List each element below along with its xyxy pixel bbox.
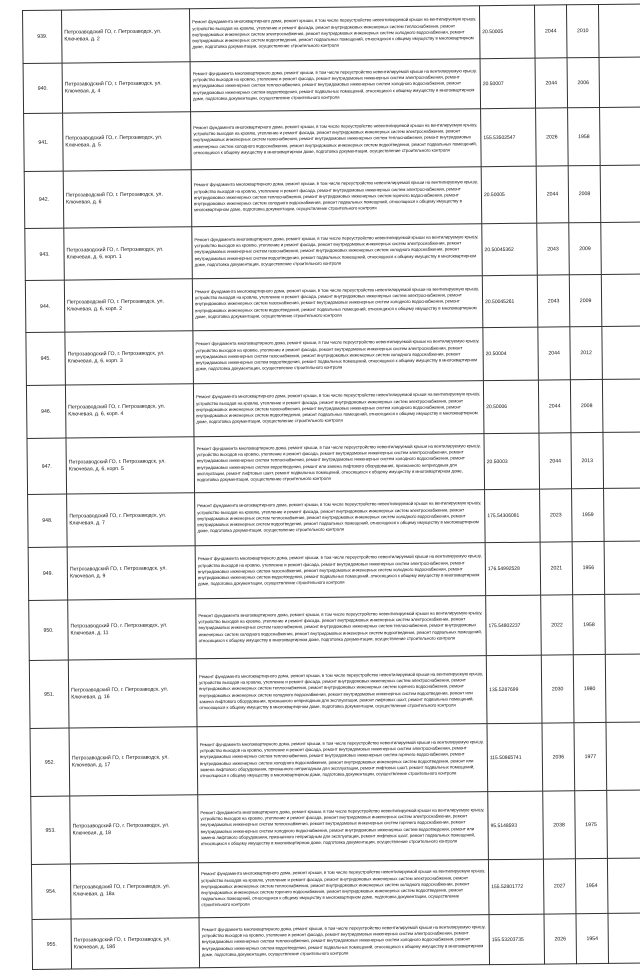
row-number: 943. <box>25 228 65 280</box>
planned-year-cell: 2022 <box>541 595 574 655</box>
planned-year-cell: 2027 <box>543 859 576 914</box>
address-cell: Петрозаводский ГО, г. Петрозаводск, ул. Ключевая, д. 6 <box>63 170 192 228</box>
build-year-cell: 2008 <box>570 379 603 432</box>
table-row <box>32 913 640 970</box>
planned-year-cell: 2044 <box>535 58 568 108</box>
build-year-cell: 1958 <box>568 107 601 165</box>
cost-cell: 115.50865741 <box>487 723 543 792</box>
row-number: 954. <box>31 864 71 919</box>
works-cell: Ремонт фундамента многоквартирного дома, ремонт крыши, в том числе переустройство невентилируемой крыши на вентилируемую крышу, устройство выходов на кровлю, утепление и ремонт фасада, ремонт внутридомовых инженерных систем электроснабжения, ремонт внутридомовых инженерных систем теплоснабжения, ремонт внутридомовых инженерных систем горячего водоснабжения, ремонт внутридомовых инженерных систем холодного водоснабжения, ремонт внутридомовых инженерных систем водоотведения, ремонт или замена лифтового оборудования, признанного непригодным для эксплуатации, ремонт лифтовых шахт, ремонт подвальных помещений, относящихся к общему имуществу в многоквартирном доме, подготовка документации, осуществление строительного контроля <box>198 792 489 863</box>
planned-year-cell: 2036 <box>542 723 575 791</box>
empty-cell <box>602 326 640 380</box>
empty-cell <box>601 222 640 275</box>
table-row <box>24 165 640 229</box>
planned-year-cell: 2044 <box>539 433 572 489</box>
address-cell: Петрозаводский ГО, г. Петрозаводск, ул. Ключевая, д. 2 <box>62 9 191 63</box>
cost-cell: 20.50005 <box>479 5 535 59</box>
cost-cell: 20.50004 <box>483 327 539 381</box>
works-cell: Ремонт фундамента многоквартирного дома, ремонт крыши, в том числе переустройство невентилируемой крыши на вентилируемую крышу, устройство выходов на кровлю, утепление и ремонт фасада, ремонт внутридомовых инженерных систем электроснабжения, ремонт внутридомовых инженерных систем теплоснабжения, ремонт внутридомовых инженерных систем холодного водоснабжения, ремонт внутридомовых инженерных систем водоотведения, ремонт подвальных помещений, относящихся к общему имуществу в многоквартирном доме, подготовка документации, осуществление строительного контроля <box>195 490 486 546</box>
empty-cell <box>606 722 640 791</box>
planned-year-cell: 2023 <box>540 489 573 542</box>
works-cell: Ремонт фундамента многоквартирного дома, ремонт крыши, в том числе переустройство невентилируемой крыши на вентилируемую крышу, устройство выходов на кровлю, утепление и ремонт фасада, ремонт внутридомовых инженерных систем электроснабжения, ремонт внутридомовых инженерных систем газоснабжения, ремонт внутридомовых инженерных систем холодного водоснабжения, ремонт внутридомовых инженерных систем водоотведения, ремонт подвальных помещений, относящихся к общему имуществу в многоквартирном доме, подготовка документации, осуществление строительного контроля <box>192 224 483 279</box>
row-number: 940. <box>23 63 63 113</box>
table-row <box>30 722 640 797</box>
cost-cell: 95.5148593 <box>488 791 544 860</box>
build-year-cell: 1959 <box>572 488 605 541</box>
planned-year-cell: 2026 <box>544 914 577 964</box>
cost-cell: 135.5287699 <box>486 655 542 724</box>
build-year-cell: 1954 <box>576 913 609 963</box>
build-year-cell: 2006 <box>567 57 600 107</box>
planned-year-cell: 2044 <box>534 5 567 58</box>
table-row <box>31 790 640 865</box>
address-cell: Петрозаводский ГО, г. Петрозаводск, ул. Ключевая, д. 18 <box>70 795 199 864</box>
cost-cell: 20.50007 <box>480 58 536 109</box>
works-cell: Ремонт фундамента многоквартирного дома, ремонт крыши, в том числе переустройство невентилируемой крыши на вентилируемую крышу, устройство выходов на кровлю, утепление и ремонт фасада, ремонт внутридомовых инженерных систем электроснабжения, ремонт внутридомовых инженерных систем теплоснабжения, ремонт внутридомовых инженерных систем холодного водоснабжения, ремонт внутридомовых инженерных систем водоотведения, ремонт подвальных помещений, относящихся к общему имуществу в многоквартирном доме, подготовка документации, осуществление строительного контроля <box>199 915 490 968</box>
cost-cell: 20.50003 <box>484 433 540 490</box>
works-cell: Ремонт фундамента многоквартирного дома, ремонт крыши, в том числе переустройство невентилируемой крыши на вентилируемую крышу, устройство выходов на кровлю, утепление и ремонт фасада, ремонт внутридомовых инженерных систем электроснабжения, ремонт внутридомовых инженерных систем теплоснабжения, ремонт внутридомовых инженерных систем горячего водоснабжения, ремонт внутридомовых инженерных систем холодного водоснабжения, ремонт внутридомовых инженерных систем водоотведения, ремонт или замена лифтового оборудования, признанного непригодным для эксплуатации, ремонт лифтовых шахт, ремонт подвальных помещений, относящихся к общему имуществу в многоквартирном доме, подготовка документации, осуществление строительного контроля <box>197 724 488 795</box>
table-row <box>28 541 640 601</box>
works-cell: Ремонт фундамента многоквартирного дома, ремонт крыши, в том числе переустройство невентилируемой крыши на вентилируемую крышу, устройство выходов на кровлю, утепление и ремонт фасада, ремонт внутридомовых инженерных систем электроснабжения, ремонт внутридомовых инженерных систем газоснабжения, ремонт внутридомовых инженерных систем холодного водоснабжения, ремонт внутридомовых инженерных систем водоотведения, ремонт подвальных помещений, относящихся к общему имуществу в многоквартирном доме, подготовка документации, осуществление строительного контроля <box>192 276 483 331</box>
cost-cell: 176.54992528 <box>485 542 541 596</box>
empty-cell <box>598 4 640 58</box>
works-cell: Ремонт фундамента многоквартирного дома, ремонт крыши, в том числе переустройство невентилируемой крыши на вентилируемую крышу, устройство выходов на кровлю, утепление и ремонт фасада, ремонт внутридомовых инженерных систем электроснабжения, ремонт внутридомовых инженерных систем теплоснабжения, ремонт внутридомовых инженерных систем холодного водоснабжения, ремонт внутридомовых инженерных систем водоотведения, ремонт подвальных помещений, относящихся к общему имуществу в многоквартирном доме, подготовка документации, осуществление строительного контроля <box>190 59 481 112</box>
row-number: 944. <box>25 280 65 332</box>
planned-year-cell: 2021 <box>540 542 573 595</box>
row-number: 949. <box>28 547 68 600</box>
planned-year-cell: 2026 <box>536 108 569 166</box>
planned-year-cell: 2038 <box>543 791 576 859</box>
row-number: 951. <box>29 660 69 728</box>
address-cell: Петрозаводский ГО, г. Петрозаводск, ул. Ключевая, д. 9 <box>67 546 196 600</box>
cost-cell: 175.54802237 <box>486 595 542 656</box>
address-cell: Петрозаводский ГО, г. Петрозаводск, ул. Ключевая, д. 4 <box>62 62 191 113</box>
address-cell: Петрозаводский ГО, г. Петрозаводск, ул. Ключевая, д. 17 <box>69 727 198 796</box>
build-year-cell: 2008 <box>568 165 601 222</box>
address-cell: Петрозаводский ГО, г. Петрозаводск, ул. Ключевая, д. 11 <box>68 599 197 660</box>
empty-cell <box>604 541 640 595</box>
address-cell: Петрозаводский ГО, г. Петрозаводск, ул. Ключевая, д. 5 <box>63 112 192 171</box>
empty-cell <box>607 790 640 859</box>
works-cell: Ремонт фундамента многоквартирного дома, ремонт крыши, в том числе переустройство невентилируемой крыши на вентилируемую крышу, устройство выходов на кровлю, утепление и ремонт фасада, ремонт внутридомовых инженерных систем электроснабжения, ремонт внутридомовых инженерных систем теплоснабжения, ремонт внутридомовых инженерных систем горячего водоснабжения, ремонт внутридомовых инженерных систем холодного водоснабжения, ремонт подвальных помещений, относящихся к общему имуществу в многоквартирном доме, подготовка документации, осуществление строительного контроля <box>191 167 482 227</box>
build-year-cell: 2012 <box>570 326 603 379</box>
works-cell: Ремонт фундамента многоквартирного дома, ремонт крыши, в том числе переустройство невентилируемой крыши на вентилируемую крышу, устройство выходов на кровлю, утепление и ремонт фасада, ремонт внутридомовых инженерных систем электроснабжения, ремонт внутридомовых инженерных систем газоснабжения, ремонт внутридомовых инженерных систем теплоснабжения, ремонт внутридомовых инженерных систем холодного водоснабжения, ремонт внутридомовых инженерных систем водоотведения, ремонт подвальных помещений, относящихся к общему имуществу в многоквартирном доме, подготовка документации, осуществление строительного контроля <box>196 596 487 659</box>
address-cell: Петрозаводский ГО, г. Петрозаводск, ул. Ключевая, д. 6, корп. 5 <box>66 437 195 494</box>
address-cell: Петрозаводский ГО, г. Петрозаводск, ул. Ключевая, д. 6, корп. 1 <box>64 227 193 280</box>
empty-cell <box>599 57 640 108</box>
address-cell: Петрозаводский ГО, г. Петрозаводск, ул. Ключевая, д. 6, корп. 4 <box>65 384 194 438</box>
build-year-cell: 1958 <box>573 594 606 654</box>
address-cell: Петрозаводский ГО, г. Петрозаводск, ул. Ключевая, д. 16 <box>68 659 197 728</box>
build-year-cell: 2010 <box>566 4 599 57</box>
build-year-cell: 2013 <box>571 432 604 488</box>
works-cell: Ремонт фундамента многоквартирного дома, ремонт крыши, в том числе переустройство невентилируемой крыши на вентилируемую крышу, устройство выходов на кровлю, утепление и ремонт фасада, ремонт внутридомовых инженерных систем электроснабжения, ремонт внутридомовых инженерных систем газоснабжения, ремонт внутридомовых инженерных систем холодного водоснабжения, ремонт внутридомовых инженерных систем водоотведения, ремонт подвальных помещений, относящихся к общему имуществу в многоквартирном доме, подготовка документации, осуществление строительного контроля <box>195 543 486 599</box>
planned-year-cell: 2044 <box>538 380 571 433</box>
works-cell: Ремонт фундамента многоквартирного дома, ремонт крыши, в том числе переустройство невентилируемой крыши на вентилируемую крышу, устройство выходов на кровлю, утепление и ремонт фасада, ремонт внутридомовых инженерных систем электроснабжения, ремонт внутридомовых инженерных систем газоснабжения, ремонт внутридомовых инженерных систем холодного водоснабжения, ремонт внутридомовых инженерных систем водоотведения, ремонт подвальных помещений, относящихся к общему имуществу в многоквартирном доме, подготовка документации, осуществление строительного контроля <box>193 328 484 384</box>
build-year-cell: 1954 <box>575 858 608 913</box>
row-number: 953. <box>31 796 71 864</box>
empty-cell <box>608 913 640 964</box>
table-row <box>25 274 640 333</box>
planned-year-cell: 2044 <box>536 166 569 223</box>
table-row <box>31 858 640 920</box>
table-body <box>23 4 640 970</box>
works-cell: Ремонт фундамента многоквартирного дома, ремонт крыши, в том числе переустройство невентилируемой крыши на вентилируемую крышу, устройство выходов на кровлю, утепление и ремонт фасада, ремонт внутридомовых инженерных систем электроснабжения, ремонт внутридомовых инженерных систем газоснабжения, ремонт внутридомовых инженерных систем теплоснабжения, ремонт внутридомовых инженерных систем холодного водоснабжения, ремонт внутридомовых инженерных систем водоотведения, ремонт подвальных помещений, относящихся к общему имуществу в многоквартирном доме, подготовка документации, осуществление строительного контроля <box>191 109 482 170</box>
empty-cell <box>604 488 640 542</box>
planned-year-cell: 2043 <box>537 275 570 327</box>
row-number: 952. <box>30 728 70 796</box>
row-number: 946. <box>26 385 66 438</box>
address-cell: Петрозаводский ГО, г. Петрозаводск, ул. Ключевая, д. 18а <box>70 863 199 919</box>
address-cell: Петрозаводский ГО, г. Петрозаводск, ул. Ключевая, д. 18б <box>71 918 200 969</box>
works-cell: Ремонт фундамента многоквартирного дома, ремонт крыши, в том числе переустройство невентилируемой крыши на вентилируемую крышу, устройство выходов на кровлю, утепление и ремонт фасада, ремонт внутридомовых инженерных систем электроснабжения, ремонт внутридомовых инженерных систем газоснабжения, ремонт внутридомовых инженерных систем холодного водоснабжения, ремонт внутридомовых инженерных систем водоотведения, ремонт подвальных помещений, относящихся к общему имуществу в многоквартирном доме, подготовка документации, осуществление строительного контроля <box>193 381 484 437</box>
table-row <box>23 4 640 64</box>
address-cell: Петрозаводский ГО, г. Петрозаводск, ул. Ключевая, д. 6, корп. 3 <box>65 331 194 385</box>
row-number: 950. <box>29 600 69 660</box>
table-row <box>24 107 640 172</box>
cost-cell: 20.50006 <box>483 380 539 434</box>
works-cell: Ремонт фундамента многоквартирного дома, ремонт крыши, в том числе переустройство невентилируемой крыши на вентилируемую крышу, устройство выходов на кровлю, утепление и ремонт фасада, ремонт внутридомовых инженерных систем электроснабжения, ремонт внутридомовых инженерных систем теплоснабжения, ремонт внутридомовых инженерных систем горячего водоснабжения, ремонт внутридомовых инженерных систем холодного водоснабжения, ремонт внутридомовых инженерных систем водоотведения, ремонт или замена лифтового оборудования, признанного непригодным для эксплуатации, ремонт лифтовых шахт, ремонт подвальных помещений, относящихся к общему имуществу в многоквартирном доме, подготовка документации, осуществление строительного контроля <box>196 656 487 727</box>
empty-cell <box>602 379 640 433</box>
document-sheet <box>22 4 631 957</box>
row-number: 948. <box>28 494 68 547</box>
address-cell: Петрозаводский ГО, г. Петрозаводск, ул. Ключевая, д. 7 <box>67 493 196 547</box>
build-year-cell: 1975 <box>575 790 608 858</box>
build-year-cell: 2009 <box>569 222 602 274</box>
empty-cell <box>603 432 640 489</box>
cost-cell: 155.53203735 <box>489 914 545 965</box>
table-row <box>25 222 640 281</box>
capital-repair-table <box>22 3 640 970</box>
table-row <box>23 57 640 114</box>
cost-cell: 20.50045362 <box>482 223 538 276</box>
cost-cell: 20.50005 <box>481 166 537 224</box>
planned-year-cell: 2044 <box>538 327 571 380</box>
build-year-cell: 1980 <box>573 654 606 722</box>
row-number: 942. <box>24 171 64 228</box>
planned-year-cell: 2043 <box>537 223 570 275</box>
cost-cell: 20.50045261 <box>482 275 538 328</box>
cost-cell: 175.54306081 <box>485 489 541 543</box>
table-row <box>29 654 640 729</box>
build-year-cell: 2009 <box>569 274 602 326</box>
empty-cell <box>607 858 640 914</box>
table-row <box>28 488 640 548</box>
empty-cell <box>601 274 640 327</box>
cost-cell: 155.52801772 <box>488 859 544 915</box>
build-year-cell: 1977 <box>574 722 607 790</box>
table-row <box>29 594 640 661</box>
works-cell: Ремонт фундамента многоквартирного дома, ремонт крыши, в том числе переустройство невентилируемой крыши на вентилируемую крышу, устройство выходов на кровлю, утепление и ремонт фасада, ремонт внутридомовых инженерных систем электроснабжения, ремонт внутридомовых инженерных систем теплоснабжения, ремонт внутридомовых инженерных систем холодного водоснабжения, ремонт внутридомовых инженерных систем горячего водоснабжения, ремонт внутридомовых инженерных систем водоотведения, ремонт подвальных помещений, относящихся к общему имуществу в многоквартирном доме, подготовка документации, осуществление строительного контроля <box>198 860 489 918</box>
empty-cell <box>605 654 640 723</box>
row-number: 939. <box>23 10 63 63</box>
row-number: 941. <box>24 113 64 171</box>
works-cell: Ремонт фундамента многоквартирного дома, ремонт крыши, в том числе переустройство невентилируемой крыши на вентилируемую крышу, устройство выходов на кровлю, утепление и ремонт фасада, ремонт внутридомовых инженерных систем теплоснабжения, ремонт внутридомовых инженерных систем электроснабжения, ремонт внутридомовых инженерных систем холодного водоснабжения, ремонт внутридомовых инженерных систем водоотведения, ремонт подвальных помещений, относящихся к общему имуществу в многоквартирном доме, подготовка документации, осуществление строительного контроля <box>189 6 480 62</box>
empty-cell <box>600 107 640 166</box>
row-number: 945. <box>26 332 66 385</box>
cost-cell: 155.53502547 <box>481 108 537 167</box>
planned-year-cell: 2030 <box>541 655 574 723</box>
table-row <box>27 432 640 495</box>
build-year-cell: 1956 <box>572 541 605 594</box>
table-row <box>26 379 640 439</box>
row-number: 955. <box>32 919 72 969</box>
empty-cell <box>600 165 640 223</box>
row-number: 947. <box>27 438 67 494</box>
empty-cell <box>605 594 640 655</box>
works-cell: Ремонт фундамента многоквартирного дома, ремонт крыши, в том числе переустройство невентилируемой крыши на вентилируемую крышу, устройство выходов на кровлю, утепление и ремонт фасада, ремонт внутридомовых инженерных систем электроснабжения, ремонт внутридомовых инженерных систем теплоснабжения, ремонт внутридомовых инженерных систем холодного водоснабжения, ремонт внутридомовых инженерных систем водоотведения, ремонт или замена лифтового оборудования, признанного непригодным для эксплуатации, ремонт лифтовых шахт, ремонт подвальных помещений, относящихся к общему имуществу в многоквартирном доме, подготовка документации, осуществление строительного контроля <box>194 434 485 493</box>
address-cell: Петрозаводский ГО, г. Петрозаводск, ул. Ключевая, д. 6, корп. 2 <box>64 279 193 332</box>
table-row <box>26 326 640 386</box>
